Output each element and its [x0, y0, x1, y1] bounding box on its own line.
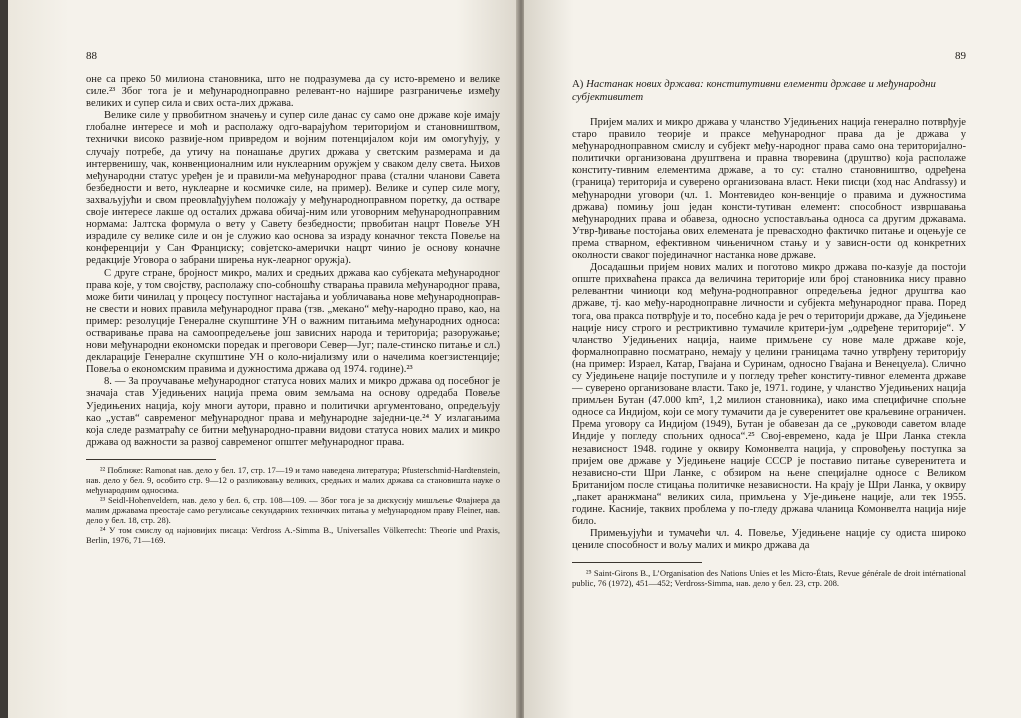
footnote-divider: [86, 459, 216, 460]
section-heading-text: Настанак нових држава: конститутивни елементи државе и међународни субјективитет: [572, 78, 936, 103]
paragraph: 8. — За проучавање међународног статуса нових малих и микро држава од посебног је значаја став Уједињених нација према овим земљама на основу одредаба Повеље Уједињених нација, коју многи аутори, правно и политички аргументовано, опредељују као „устав“ савременог међународног права и међународне заједни-це.²⁴ У излагањима која следе разматраћу се битни међународно-правни видови статуса нових малих и микро држава од важности за развој савременог општег међународног права.: [86, 376, 500, 448]
paragraph: С друге стране, бројност микро, малих и средњих држава као субјеката међународног права које, у том својству, располажу спо-собношћу стварања правила међународног права, може бити чинилац у процесу поступног настајања и уобличавања нове међународноправ-не свести и нових правила међународног права (тзв. „мекано“ међу-народно право, као, на пример: резолуције Генералне скупштине УН о важним питањима међународних односа: остваривање права на самоопредељење још зависних народа и територија; разоружање; нови међународни економски поредак и преговори Север—Југ; пале-стинско питање и сл.) декларације Генералне скупштине УН о коло-нијализму или о начелима коегзистенције; Повеља о економским правима и дужностима држава од 1974. године).²³: [86, 267, 500, 376]
paragraph: Велике силе у првобитном значењу и супер силе данас су само оне државе које имају глобалне интересе и моћ и располажу одго-варајућом територијом и становништвом, технички високо развије-ном привредом и војним потенцијалом који им омогућују, у случају потребе, да утичу на понашање других држава у светским размерама и да интервенишу, чак, конвенционалним или нуклеарним оружјем у сваком делу света. Њихов међународни статус уређен је и правили-ма међународног права (стални чланови Савета безбедности и вето, нуклеарне и космичке силе, на пример). Велике и супер силе могу, захваљујући и свом преовлађујућем положају у међународноправном поретку, да остваре своје интересе лакше од осталих држава обичај-ним или уговорним међународноправним нормама: Јалтска формула о вету у Савету безбедности; првобитан нацрт Повеље УН израдиле су велике силе и он је служио као основа за израду коначног текста Повеље на конференцији у Сан Франциску; совјетско-амерички нацрт чинио је основу коначне редакције Уговора о забрани ширења нук-леарног оружја).: [86, 110, 500, 267]
paragraph: Досадашњи пријем нових малих и поготово микро држава по-казује да постоји опште прихваћена пракса да величина територије или број становника нису правно релевантни чиниоци код међуна-родноправног опредељења једног друштва као државе, тј. као међу-народноправне личности и субјекта међународног права. Поред тога, ова пракса потврђује и то, посебно када је реч о територији државе, да Уједињене нације нису строго и рестриктивно тумачиле критери-јум „одређене територије“. У чланство Уједињених нација, наиме примљене су нове мале државе које, формалноправно посматрано, немају у целини границама тачно утврђену територију (на пример: Израел, Катар, Гвајана и Суринам, односно Гвајана и Венецуела). Слично су Уједињене нације поступиле и у погледу трећег конститу-тивног елемента државе — суверено организоване власти. Тако је, 1971. године, у чланство Уједињених нација примљен Бутан (47.000 km², 1,2 милион становника), иако има специфичне спољне односе са Индијом, који се могу тумачити да је суверенитет ове краљевине ограничен. Према уговору са Индијом (1949), Бутан је обавезан да се „руководи саветом владе Индије у погледу спољних односа“.²⁵ Свој-евремено, када је Шри Ланка стекла независност 1948. године у оквиру Комонвелта нација, у спровођењу поступка за пријем ове државе у Уједињене нације СССР је поставио питање суверенитета и независно-сти Шри Ланке, с обзиром на њене специјалне односе с Великом Британијом после стицања политичке независности. На крају је Шри Ланка, у оквиру „пакет аранжмана“ великих сила, примљена у Ује-дињене нације, али тек 1955. године. Касније, таквих проблема у по-гледу држава чланица Комонвелта нација није било.: [572, 262, 966, 528]
section-heading-letter: A): [572, 78, 584, 90]
footnote: ²² Поближе: Ramonat нав. дело у бел. 17, стр. 17—19 и тамо наведена литература; Pfusterschmid-Hardtenstein, нав. дело у бел. 9, особито стр. 9—12 о разликовању великих, средњих и малих држава са становишта науке о међународним односима.: [86, 464, 500, 495]
paragraph: Пријем малих и микро држава у чланство Уједињених нација генерално потврђује старо правило теорије и праксе међународног права да је држава у међународноправном смислу и субјект међу-народног права само она територијално-политички организована друштвена и правна творевина (друштво) која располаже конститу-тивним елементима државе, а то су: стално становништво, одређена (граница) територија и суверено организована власт. Неки писци (ход нас Andrassy) и међународни уговори (чл. 1. Монтевидео кон-венције о правима и дужностима држава) помињу још један консти-тутиван елемент: способност извршавања међународних права и обавеза, односно успостављања односа са другим државама. Утвр-ђивање постојања ових елемената је превасходно фактичко питање и оцењује се према стварном, ефективном чињеничном стању и у зависн-ости од конкретних околности сваког појединачног настанка нове државе.: [572, 117, 966, 262]
paragraph: Примењујући и тумачећи чл. 4. Повеље, Уједињене нације су одиста широко цениле способност и вољу малих и микро држава да: [572, 528, 966, 552]
left-body-text: [86, 74, 500, 449]
right-footnotes: [572, 568, 966, 588]
footnote-divider: [572, 562, 702, 563]
right-body-text: [572, 117, 966, 552]
section-heading: [572, 78, 966, 103]
page-number-left: 88: [86, 50, 97, 62]
left-page: [8, 0, 518, 718]
paragraph: оне са преко 50 милиона становника, што не подразумева да су исто-времено и велике силе.²³ Због тога је и међународноправно релевант-но најшире разграничење између великих и супер сила и свих оста-лих држава.: [86, 74, 500, 110]
page-number-right: 89: [955, 50, 966, 62]
footnote: ²³ Seidl-Hohenveldern, нав. дело у бел. 6, стр. 108—109. — Због тога је за дискусију мишљење Флајнера да малим државама преостаје само регулисање секундарних техничких питања у међународном праву Fleiner, нав. дело у бел. 18, стр. 28).: [86, 494, 500, 525]
book-edge: [0, 0, 8, 718]
footnote: ²⁴ У том смислу од најновијих писаца: Verdross A.-Simma B., Universalles Völkerrecht: Theorie und Praxis, Berlin, 1976, 71—169.: [86, 524, 500, 545]
left-footnotes: [86, 465, 500, 545]
right-page: [524, 0, 1021, 718]
footnote: ²⁵ Saint-Girons B., L’Organisation des Nations Unies et les Micro-États, Revue générale de droit intérnational public, 76 (1972), 451—452; Verdross-Simma, нав. дело у бел. 23, стр. 208.: [572, 568, 966, 589]
